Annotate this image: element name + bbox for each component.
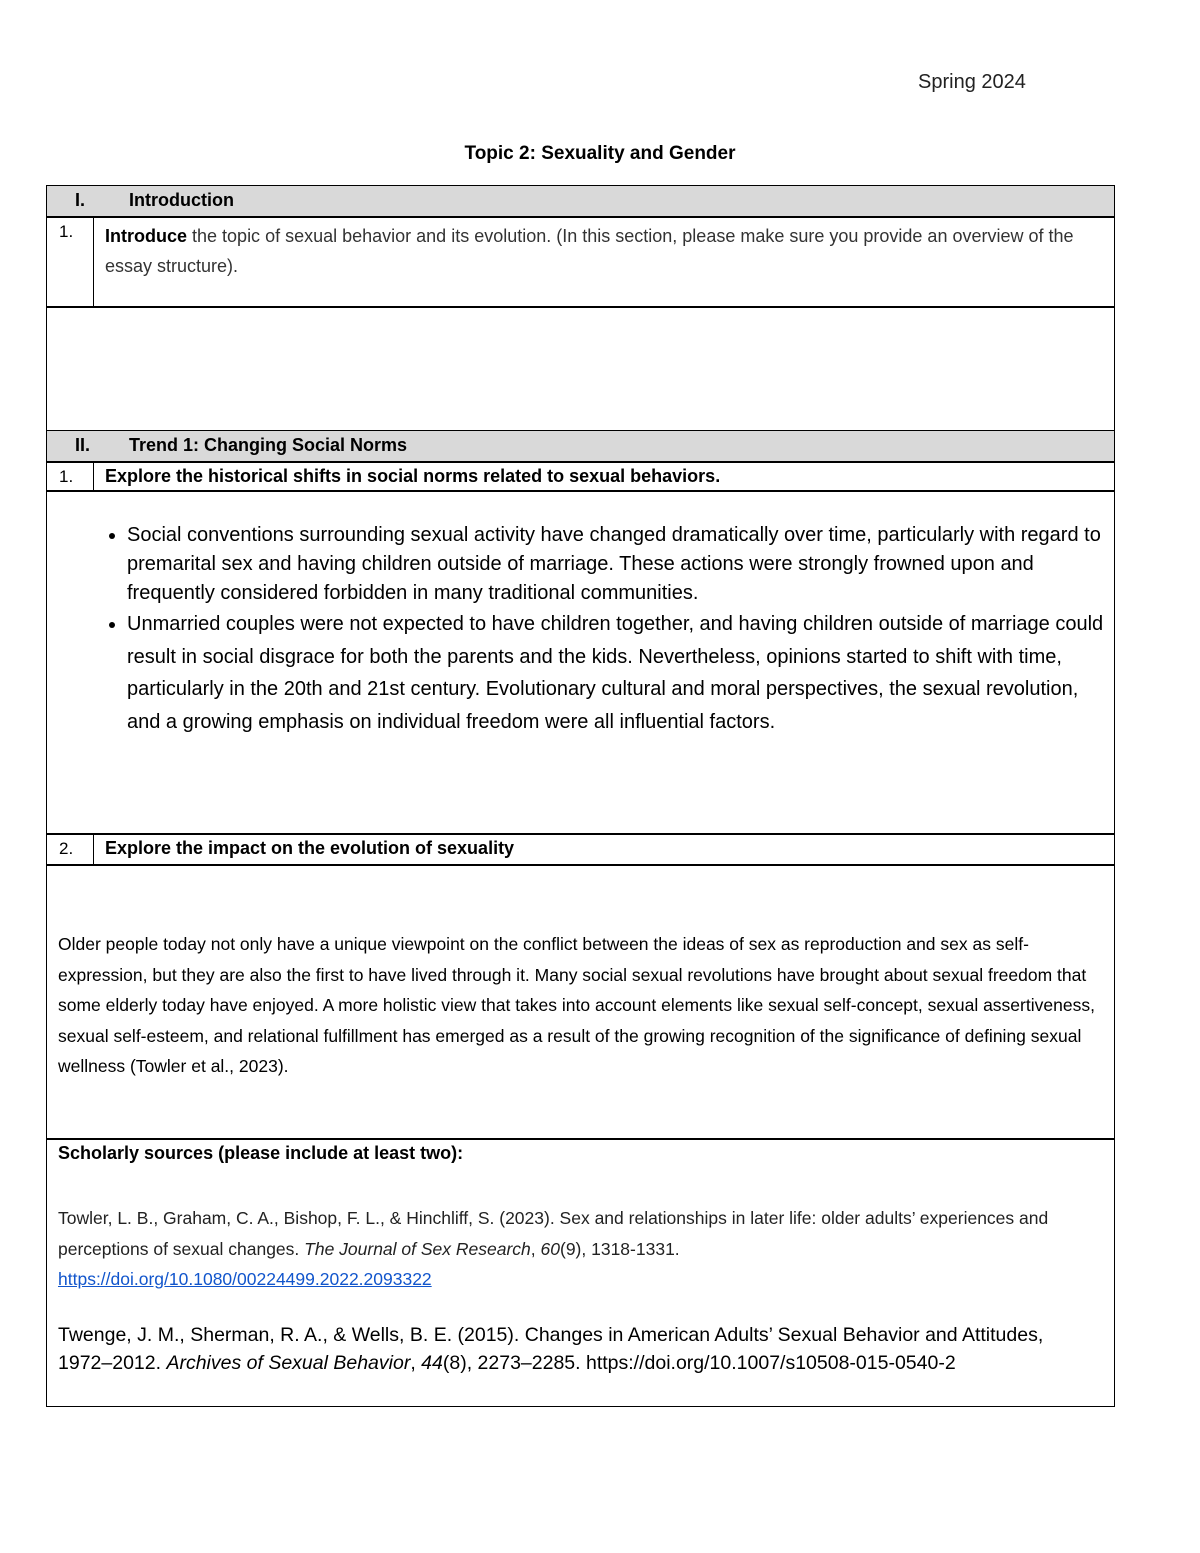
item-number: 1. — [59, 222, 74, 241]
section-heading: Trend 1: Changing Social Norms — [129, 435, 408, 455]
column-divider — [93, 462, 94, 491]
reference-1-sep: , — [530, 1238, 541, 1259]
trend1-prompt-row — [46, 461, 1115, 492]
reference-2-volume: 44 — [421, 1352, 443, 1374]
intro-prompt-row — [46, 216, 1115, 308]
impact-paragraph: Older people today not only have a unique viewpoint on the conflict between the ideas of sex as reproduction and sex as self-expression, but they are also the first to have lived through it. Many social sexual revolutions have brought about sexual freedom that some elderly today have enjoyed. A more holistic view that takes into account elements like sexual self-concept, sexual assertiveness, sexual self-esteem, and relational fulfillment has emerged as a result of the growing recognition of the significance of defining sexual wellness (Towler et al., 2023). — [58, 934, 1095, 1076]
reference-1-volume: 60 — [540, 1238, 560, 1259]
page-title: Topic 2: Sexuality and Gender — [464, 143, 736, 164]
reference-1 — [58, 1203, 1094, 1295]
reference-2 — [58, 1321, 1084, 1377]
intro-prompt-lead: Introduce — [105, 226, 188, 246]
section-numeral: I. — [75, 190, 86, 210]
reference-1-issue: (9), 1318-1331. — [560, 1238, 680, 1259]
sources-heading: Scholarly sources (please include at least two): — [58, 1143, 464, 1163]
impact-prompt-row — [46, 833, 1115, 866]
section-header-introduction — [46, 185, 1115, 218]
column-divider — [93, 217, 94, 307]
item-number: 2. — [59, 839, 74, 858]
reference-1-journal: The Journal of Sex Research — [304, 1238, 531, 1259]
reference-1-authors: Towler, L. B., Graham, C. A., Bishop, F. L., & Hinchliff, S. (2023). Sex and relationships in later life: older adults’ experiences and perceptions of sexual changes. — [58, 1208, 1049, 1259]
reference-2-issue: (8), 2273–2285. https://doi.org/10.1007/s10508-015-0540-2 — [442, 1352, 956, 1374]
reference-2-sep: , — [410, 1352, 422, 1374]
intro-prompt-text — [105, 221, 1100, 281]
bullet-list — [87, 521, 1104, 738]
impact-prompt-text: Explore the impact on the evolution of sexuality — [105, 838, 515, 858]
intro-answer-area — [46, 306, 1115, 432]
semester-label: Spring 2024 — [918, 71, 1026, 93]
intro-prompt-body: the topic of sexual behavior and its evolution. (In this section, please make sure you provide an overview of the essay structure). — [105, 226, 1074, 276]
reference-2-journal: Archives of Sexual Behavior — [166, 1352, 411, 1374]
column-divider — [93, 834, 94, 865]
item-number: 1. — [59, 467, 74, 486]
outline-table — [46, 185, 1115, 1407]
reference-2-authors: Twenge, J. M., Sherman, R. A., & Wells, B. E. (2015). Changes in American Adults’ Sexual Behavior and Attitudes, 1972–2012. — [58, 1324, 1044, 1374]
section-numeral: II. — [75, 435, 91, 455]
scholarly-sources-box — [46, 1138, 1115, 1407]
reference-1-doi-link[interactable]: https://doi.org/10.1080/00224499.2022.2093322 — [58, 1269, 432, 1289]
list-item: • Social conventions surrounding sexual activity have changed dramatically over time, particularly with regard to premarital sex and having children outside of marriage. These actions were strongly frowned upon and frequently considered forbidden in many traditional communities. — [127, 521, 1104, 608]
impact-answer-area — [46, 864, 1115, 1140]
section-header-trend-1 — [46, 430, 1115, 463]
trend1-answer-area — [46, 490, 1115, 835]
section-heading: Introduction — [129, 190, 234, 210]
list-item: • Unmarried couples were not expected to have children together, and having children outside of marriage could result in social disgrace for both the parents and the kids. Nevertheless, opinions started to shift with time, particularly in the 20th and 21st century. Evolutionary cultural and moral perspectives, the sexual revolution, and a growing emphasis on individual freedom were all influential factors. — [127, 608, 1104, 738]
trend1-prompt-text: Explore the historical shifts in social norms related to sexual behaviors. — [105, 466, 721, 486]
